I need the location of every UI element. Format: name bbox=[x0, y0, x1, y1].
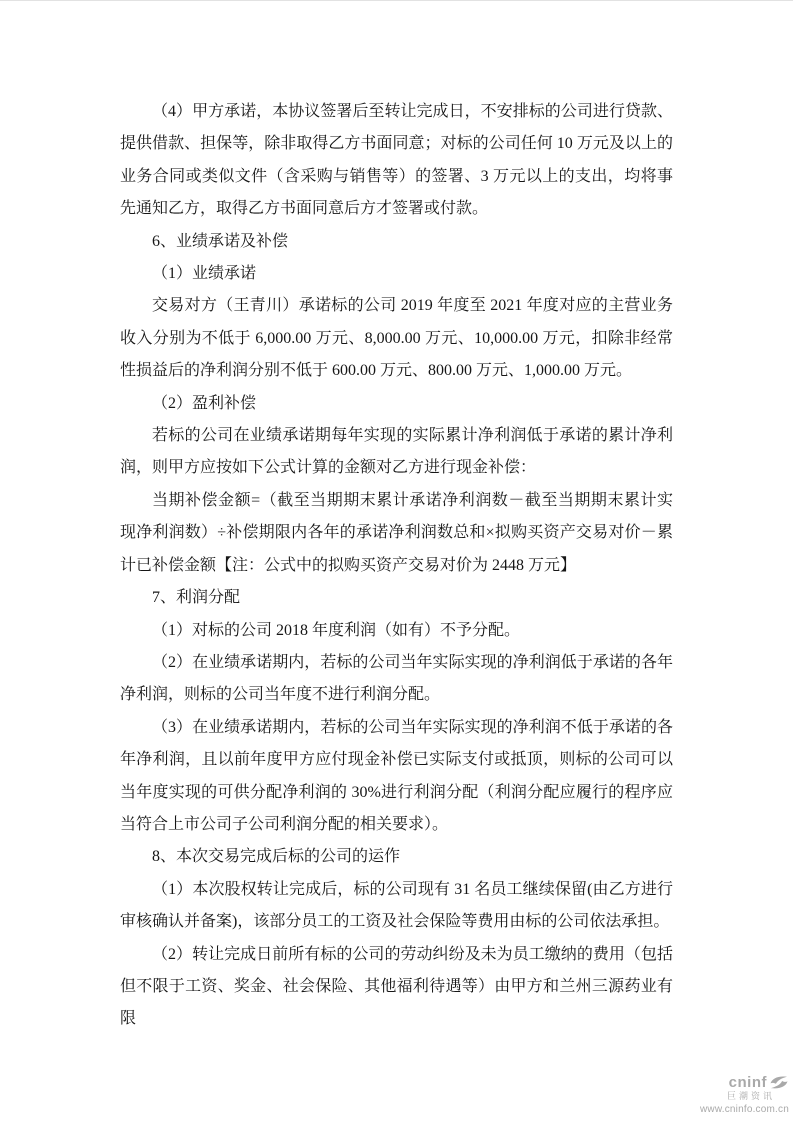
cninfo-brand-text: cninf bbox=[728, 1073, 767, 1091]
paragraph: （4）甲方承诺，本协议签署后至转让完成日，不安排标的公司进行贷款、提供借款、担保等，除非取得乙方书面同意；对标的公司任何 10 万元及以上的业务合同或类似文件（含采购与销售等）的签署、3 万元以上的支出，均将事先通知乙方，取得乙方书面同意后方才签署或付款。 bbox=[120, 103, 673, 218]
cninfo-chinese-name: 巨潮资讯 bbox=[726, 1091, 775, 1102]
cninfo-url: www.cninfo.com.cn bbox=[700, 1104, 789, 1115]
section-heading: （1）业绩承诺 bbox=[152, 265, 257, 283]
paragraph: （1）对标的公司 2018 年度利润（如有）不予分配。 bbox=[152, 621, 521, 639]
paragraph: 若标的公司在业绩承诺期每年实现的实际累计净利润低于承诺的累计净利润，则甲方应按如下公式计算的金额对乙方进行现金补偿： bbox=[120, 427, 673, 477]
section-heading: 6、业绩承诺及补偿 bbox=[152, 232, 289, 250]
paragraph: （1）本次股权转让完成后，标的公司现有 31 名员工继续保留(由乙方进行审核确认并备案)，该部分员工的工资及社会保险等费用由标的公司依法承担。 bbox=[120, 880, 673, 931]
paragraph: （2）转让完成日前所有标的公司的劳动纠纷及未为员工缴纳的费用（包括但不限于工资、奖金、社会保险、其他福利待遇等）由甲方和兰州三源药业有限 bbox=[120, 945, 673, 1028]
cninfo-swoosh-icon bbox=[769, 1075, 789, 1090]
section-heading: 7、利润分配 bbox=[152, 589, 241, 607]
paragraph: （2）在业绩承诺期内，若标的公司当年实际实现的净利润低于承诺的各年净利润，则标的公司当年度不进行利润分配。 bbox=[120, 653, 673, 704]
document-body bbox=[120, 96, 673, 1036]
section-heading: 8、本次交易完成后标的公司的运作 bbox=[152, 848, 401, 866]
paragraph: 交易对方（王青川）承诺标的公司 2019 年度至 2021 年度对应的主营业务收入分别为不低于 6,000.00 万元、8,000.00 万元、10,000.00 万元，扣除非经常性损益后的净利润分别不低于 600.00 万元、800.00 万元、1,000.00 万元。 bbox=[120, 297, 673, 380]
paragraph: 当期补偿金额=（截至当期期末累计承诺净利润数－截至当期期末累计实现净利润数）÷补偿期限内各年的承诺净利润数总和×拟购买资产交易对价－累计已补偿金额【注：公式中的拟购买资产交易对价为 2448 万元】 bbox=[120, 491, 673, 574]
section-heading: （2）盈利补偿 bbox=[152, 394, 257, 412]
cninfo-brand-row bbox=[700, 1075, 789, 1092]
paragraph: （3）在业绩承诺期内，若标的公司当年实际实现的净利润不低于承诺的各年净利润，且以前年度甲方应付现金补偿已实际支付或抵顶，则标的公司可以当年度实现的可供分配净利润的 30%进行利润分配（利润分配应履行的程序应当符合上市公司子公司利润分配的相关要求）。 bbox=[120, 718, 673, 833]
cninfo-watermark bbox=[700, 1075, 789, 1115]
